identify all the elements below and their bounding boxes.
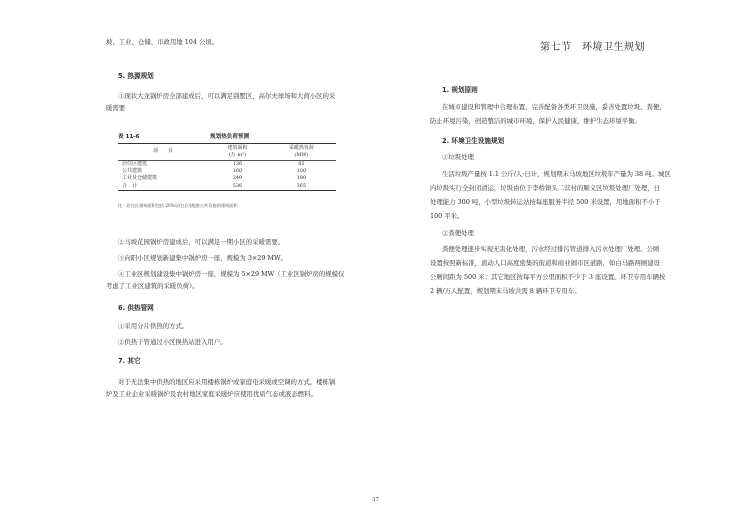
para-principles-a: 在城市建设和管理中合理布置、完善配备各类环卫设施，妥善处置垃圾、粪便， bbox=[442, 103, 666, 111]
para-heat-1a: ①现状大龙锅炉房全部建成后，可以满足别墅区、高尔夫球场和大荷小区的采 bbox=[118, 92, 336, 100]
left-line-1: 坡、工业、仓储、市政用地 104 公顷。 bbox=[106, 38, 219, 46]
para-garbage-a: 生活垃圾产量按 1.1 公斤/人·日计，规划期末马坡地区垃圾年产量为 38 吨。城区 bbox=[442, 170, 671, 178]
table-row bbox=[118, 161, 336, 169]
table-cell: 365 bbox=[296, 182, 307, 189]
table-cell: 240 bbox=[232, 175, 243, 182]
table-note: 注：居住区建筑面积包括 20%居住区内配套公共设施的建筑面积 bbox=[118, 203, 238, 208]
table-header-item: 项 目 bbox=[153, 148, 174, 155]
para-heat-1b: 暖需要 bbox=[106, 104, 126, 112]
page-number: 37 bbox=[372, 497, 379, 503]
para-heat-2: ②马坡花园锅炉房建成后，可以满足一期小区的采暖需要。 bbox=[118, 238, 285, 246]
table-cell: 536 bbox=[232, 182, 243, 189]
table-caption bbox=[118, 132, 250, 140]
para-feces-a: 粪便处理逐步实现无害化处理，污水经过排污管道排入污水处理厂处理。公厕 bbox=[442, 245, 660, 253]
table-cell: 居住区建筑 bbox=[122, 161, 148, 167]
table-cell: 100 bbox=[296, 168, 307, 175]
table-cell: 180 bbox=[296, 175, 307, 182]
table-cell: 合 计 bbox=[122, 182, 138, 189]
para-heat-3: ③向阳小区规划新建集中锅炉房一座，规模为 3×29 MW。 bbox=[118, 254, 287, 262]
table-row bbox=[118, 183, 336, 191]
para-garbage-b: 内垃圾实行全封闭清运，垃圾由位于李桥镇头二营村的顺义区垃圾处理厂处理，日 bbox=[430, 184, 661, 192]
table-title: 规划热负荷预测 bbox=[210, 134, 250, 140]
table-header-load: 采暖热负荷 (MW) bbox=[288, 144, 314, 158]
table-cell: 136 bbox=[232, 161, 243, 167]
para-heat-4b: 考虑了工业区建筑的采暖负荷）。 bbox=[106, 282, 199, 290]
para-network-1: ①采用分片供热的方式。 bbox=[118, 322, 189, 330]
heading-facilities: 2. 环境卫生设施规划 bbox=[442, 137, 505, 145]
table-cell: 160 bbox=[232, 168, 243, 175]
para-feces-b: 设置按照新标准，流动人口高度密集的街道和商业闹市区道路，如白马路两厕建设 bbox=[430, 259, 661, 267]
para-garbage-d: 100 平米。 bbox=[430, 212, 464, 220]
subheading-feces: ②粪便处理 bbox=[442, 229, 474, 237]
para-feces-d: 2 辆/万人配置，规划期末马坡共需 8 辆环卫专用车。 bbox=[430, 287, 581, 295]
table-cell: 工业及仓储建筑 bbox=[122, 175, 158, 182]
heat-load-table bbox=[118, 143, 336, 191]
para-network-2: ②供热干管通过小区换热站进入用户。 bbox=[118, 338, 227, 346]
para-other-b: 炉及工业企业采暖锅炉及农村地区家庭采暖炉应使用优质气态或液态燃料。 bbox=[106, 390, 317, 398]
table-header-row bbox=[118, 144, 336, 161]
heading-heat-network: 6. 供热管网 bbox=[118, 304, 154, 312]
section-title: 第七节 环境卫生规划 bbox=[540, 42, 645, 53]
table-row bbox=[118, 175, 336, 182]
heading-other: 7. 其它 bbox=[118, 357, 141, 365]
table-cell: 85 bbox=[298, 161, 305, 167]
table-label: 表 11-6 bbox=[118, 134, 140, 140]
para-garbage-c: 处理能力 300 吨，小型垃圾转运站按每座服务半径 500 米设置，用地面积不小于 bbox=[430, 198, 661, 206]
table-cell: 公共建筑 bbox=[122, 168, 143, 175]
table-header-area: 建筑面积 (万 m²) bbox=[227, 144, 248, 158]
subheading-garbage: ①垃圾处理 bbox=[442, 153, 474, 161]
para-heat-4a: ④工业区规划建设集中锅炉房一座，规模为 5×29 MW（工业区锅炉房的规模仅 bbox=[118, 270, 345, 278]
para-principles-b: 防止环境污染，创造整洁的城市环境，保护人民健康，维护生态环境平衡。 bbox=[430, 117, 641, 125]
heading-principles: 1. 规划原则 bbox=[442, 86, 478, 94]
heading-heat-source: 5. 热源规划 bbox=[118, 72, 154, 80]
para-other-a: 对于无法集中供热的地区应采用楼栋锅炉或家庭电采暖或空调的方式。楼栋锅 bbox=[118, 378, 336, 386]
para-feces-c: 公厕间距为 500 米；其它地区按每平方公里面积不少于 3 座设置。环卫专用车辆按 bbox=[430, 273, 666, 281]
